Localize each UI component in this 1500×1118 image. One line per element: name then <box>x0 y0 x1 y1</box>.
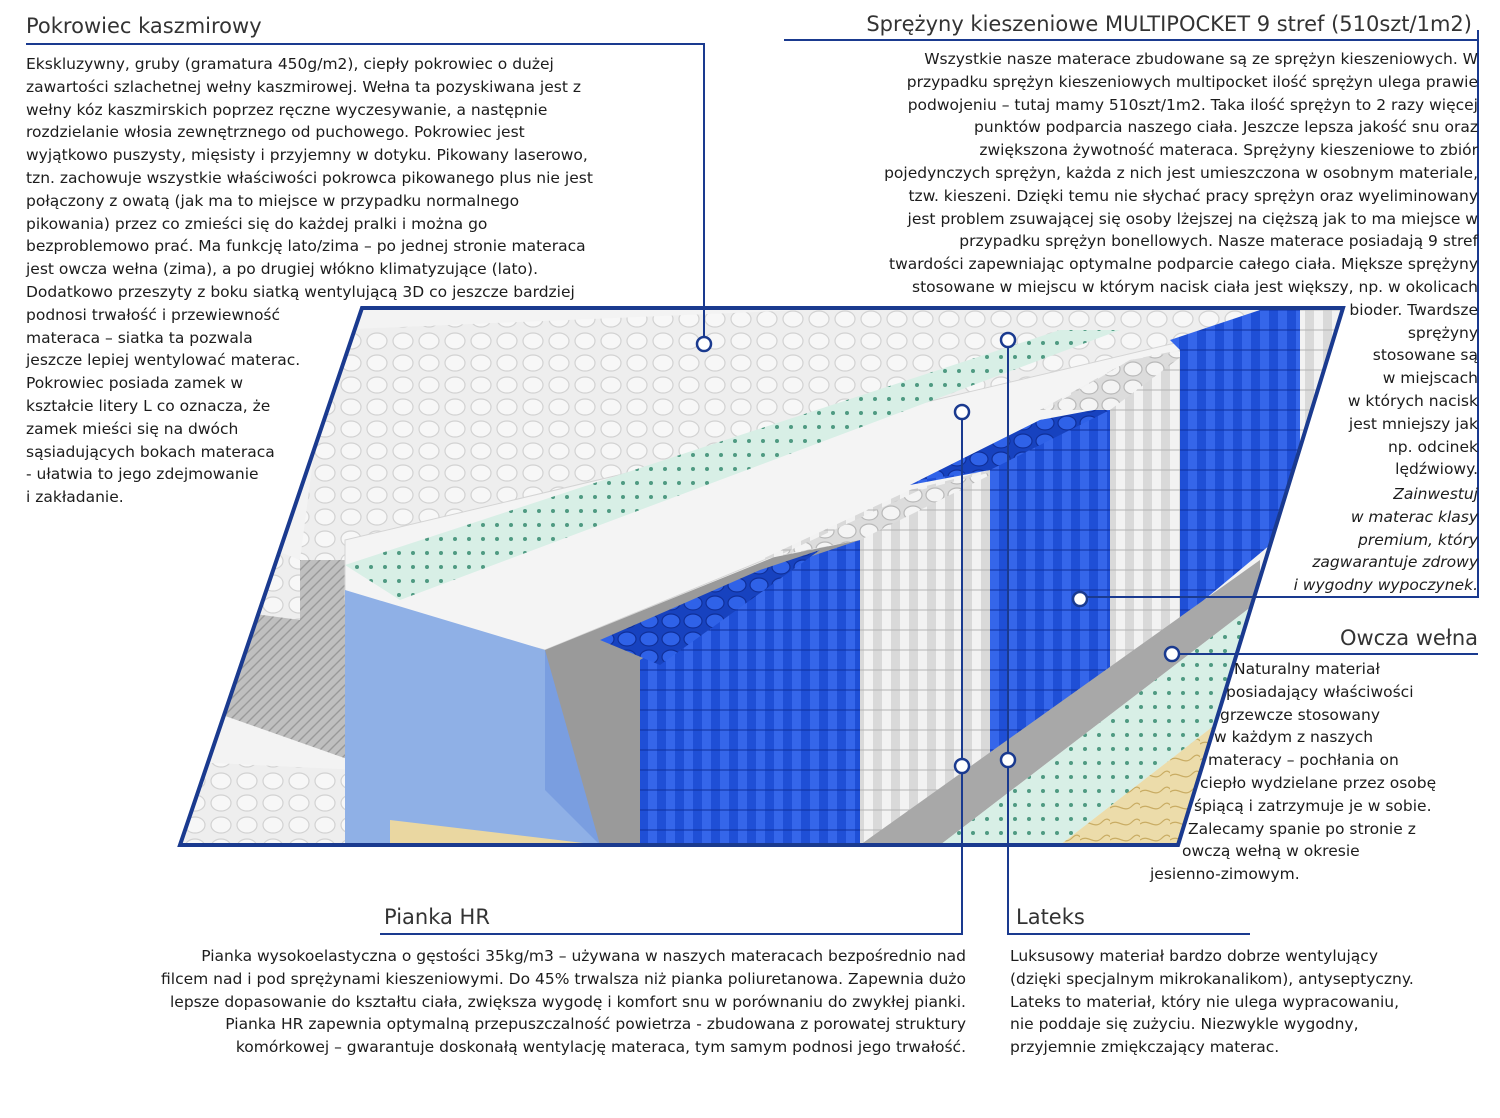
text-line: materaca – siatka ta pozwala <box>26 328 253 347</box>
pocket-springs-title: Sprężyny kieszeniowe MULTIPOCKET 9 stref (510szt/1m2) <box>866 12 1472 36</box>
text-line: (dzięki specjalnym mikrokanalikom), antyseptyczny. <box>1010 969 1414 988</box>
text-line: przypadku sprężyn bonellowych. Nasze materace posiadają 9 stref <box>959 232 1478 251</box>
cashmere-cover-description <box>26 53 593 509</box>
latex-title: Lateks <box>1016 905 1085 929</box>
text-line: bezproblemowo prać. Ma funkcję lato/zima – po jednej stronie materaca <box>26 237 586 256</box>
pocket-springs-description <box>884 48 1478 481</box>
text-line: twardości zapewniając optymalne podparcie całego ciała. Miększe sprężyny <box>889 255 1478 274</box>
text-line: jest problem zsuwającej się osoby lżejszej na cięższą jak to ma miejsce w <box>907 209 1478 228</box>
text-line: zwiększona żywotność materaca. Sprężyny kieszeniowe to zbiór <box>979 141 1478 160</box>
text-line: filcem nad i pod sprężynami kieszeniowymi. Do 45% trwalsza niż pianka poliuretanowa. Zapewnia dużo <box>161 969 966 988</box>
text-line: rozdzielanie włosia zewnętrznego od puchowego. Pokrowiec jest <box>26 123 525 142</box>
text-line: komórkowej – gwarantuje doskonałą wentylację materaca, tym samym podnosi jego trwałość. <box>235 1038 966 1057</box>
sheep-wool-marker <box>1165 647 1179 661</box>
text-line: Dodatkowo przeszyty z boku siatką wentylującą 3D co jeszcze bardziej <box>26 282 575 301</box>
text-line: zagwarantuje zdrowy <box>1312 553 1478 572</box>
text-line: jest owcza wełna (zima), a po drugiej włókno klimatyzujące (lato). <box>26 260 538 279</box>
text-line: tzw. kieszeni. Dzięki temu nie słychać pracy sprężyn oraz wyeliminowany <box>908 186 1478 205</box>
text-line: i wygodny wypoczynek. <box>1293 576 1478 595</box>
text-line: materacy – pochłania on <box>1208 751 1399 770</box>
text-line: zamek mieści się na dwóch <box>26 419 239 438</box>
text-line: Luksusowy materiał bardzo dobrze wentylujący <box>1010 947 1378 965</box>
sheep-wool-title: Owcza wełna <box>1339 626 1478 650</box>
text-line: nie poddaje się zużyciu. Niezwykle wygodny, <box>1010 1015 1359 1034</box>
text-line: kształcie litery L co oznacza, że <box>26 396 271 415</box>
text-line: Lateks to materiał, który nie ulega wypracowaniu, <box>1010 992 1400 1011</box>
text-line: Wszystkie nasze materace zbudowane są ze sprężyn kieszeniowych. W <box>924 50 1478 68</box>
text-line: podnosi trwałość i przewiewność <box>26 305 281 324</box>
text-line: Pianka wysokoelastyczna o gęstości 35kg/m3 – używana w naszych materacach bezpośrednio nad <box>201 947 966 965</box>
text-line: premium, który <box>1357 530 1478 549</box>
text-line: lepsze dopasowanie do kształtu ciała, zwiększa wygodę i komfort snu w porównaniu do zwykłej pianki. <box>169 992 966 1011</box>
text-line: grzewcze stosowany <box>1220 705 1381 724</box>
text-line: jesienno-zimowym. <box>1150 865 1300 884</box>
text-line: Pokrowiec posiada zamek w <box>26 374 244 393</box>
text-line: i zakładanie. <box>26 488 124 507</box>
text-line: jeszcze lepiej wentylować materac. <box>26 351 301 370</box>
text-line: wełny kóz kaszmirskich poprzez ręczne wyczesywanie, a następnie <box>26 100 548 119</box>
text-line: w każdym z naszych <box>1214 728 1374 747</box>
text-line: Zainwestuj <box>1393 485 1478 503</box>
text-line: sąsiadujących bokach materaca <box>26 442 275 461</box>
latex-description <box>1010 945 1478 1059</box>
hr-foam-title: Pianka HR <box>384 905 490 929</box>
text-line: jest mniejszy jak <box>1348 414 1478 433</box>
text-line: Ekskluzywny, gruby (gramatura 450g/m2), ciepły pokrowiec o dużej <box>26 55 554 73</box>
text-line: zawartości szlachetnej wełny kaszmirowej. Wełna ta pozyskiwana jest z <box>26 77 581 96</box>
text-line: Naturalny materiał <box>1234 660 1380 678</box>
hr-foam-marker-bottom <box>955 759 969 773</box>
text-line: posiadający właściwości <box>1226 682 1414 701</box>
text-line: przypadku sprężyn kieszeniowych multipocket ilość sprężyn ulega prawie <box>906 72 1478 91</box>
text-line: - ułatwia to jego zdejmowanie <box>26 465 259 484</box>
text-line: owczą wełną w okresie <box>1182 842 1360 861</box>
cashmere-cover-marker <box>697 337 711 351</box>
text-line: punktów podparcia naszego ciała. Jeszcze lepsza jakość snu oraz <box>974 118 1478 137</box>
text-line: np. odcinek <box>1387 437 1478 456</box>
premium-cta <box>1294 483 1478 597</box>
cashmere-cover-title: Pokrowiec kaszmirowy <box>26 14 262 38</box>
pocket-springs-marker <box>1073 592 1087 606</box>
text-line: stosowane w miejscu w którym nacisk ciała jest większy, np. w okolicach <box>912 277 1478 296</box>
text-line: w miejscach <box>1382 369 1478 388</box>
text-line: tzn. zachowuje wszystkie właściwości pokrowca pikowanego plus nie jest <box>26 168 593 187</box>
text-line: pikowania) przez co zmieści się do każdej pralki i można go <box>26 214 488 233</box>
text-line: pojedynczych sprężyn, każda z nich jest umieszczona w osobnym materiale, <box>884 163 1478 182</box>
text-line: Zalecamy spanie po stronie z <box>1188 819 1416 838</box>
text-line: przyjemnie zmiękczający materac. <box>1010 1038 1280 1057</box>
text-line: Pianka HR zapewnia optymalną przepuszczalność powietrza - zbudowana z porowatej struktury <box>225 1015 966 1034</box>
text-line: stosowane są <box>1372 346 1478 365</box>
text-line: lędźwiowy. <box>1395 460 1478 479</box>
hr-foam-description <box>40 945 966 1059</box>
text-line: połączony z owatą (jak ma to miejsce w przypadku normalnego <box>26 191 520 210</box>
text-line: w materac klasy <box>1350 507 1478 526</box>
latex-marker-bottom <box>1001 753 1015 767</box>
text-line: bioder. Twardsze <box>1349 300 1478 319</box>
text-line: śpiącą i zatrzymuje je w sobie. <box>1194 796 1432 815</box>
text-line: ciepło wydzielane przez osobę <box>1200 773 1437 792</box>
text-line: wyjątkowo puszysty, mięsisty i przyjemny w dotyku. Pikowany laserowo, <box>26 146 588 165</box>
text-line: w których nacisk <box>1347 391 1478 410</box>
text-line: sprężyny <box>1407 323 1478 342</box>
sheep-wool-description <box>1150 658 1480 886</box>
text-line: podwojeniu – tutaj mamy 510szt/1m2. Taka ilość sprężyn to 2 razy więcej <box>907 95 1478 114</box>
